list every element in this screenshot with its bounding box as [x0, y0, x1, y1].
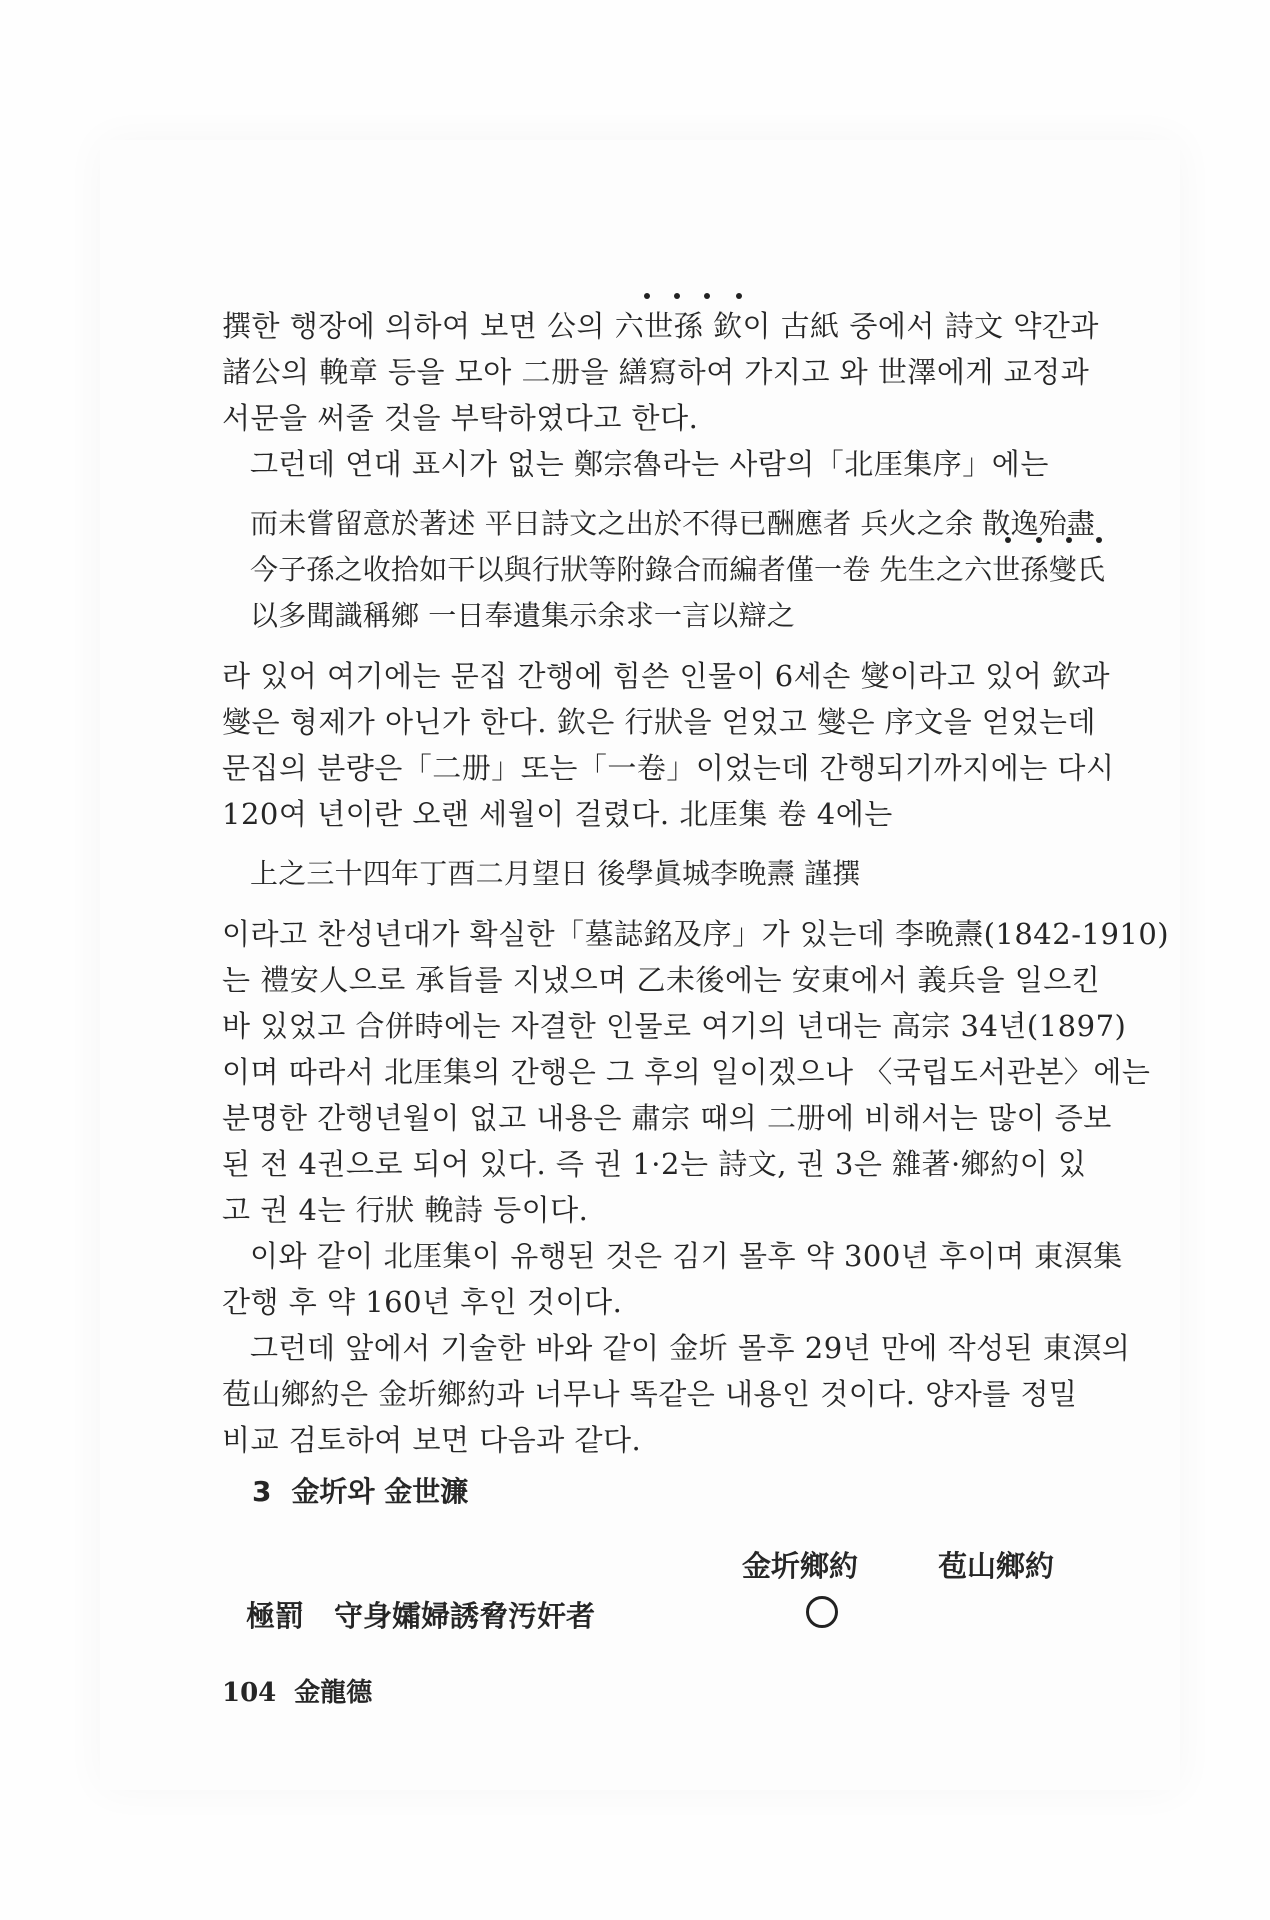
emphasis-dot: [736, 293, 742, 299]
page-footer: [222, 1672, 372, 1709]
table-column-header: 金圻鄉約: [742, 1549, 859, 1583]
circle-mark: [806, 1596, 838, 1628]
text-line: 그런데 앞에서 기술한 바와 같이 金圻 몰후 29년 만에 작성된 東溟의: [250, 1331, 1131, 1365]
emphasis-dot: [674, 293, 680, 299]
emphasis-dot: [644, 293, 650, 299]
section-number: 3: [252, 1475, 272, 1508]
row-category: 極罰: [246, 1599, 305, 1633]
text-line: 撰한 행장에 의하여 보면 公의 六世孫 欽이 古紙 중에서 詩文 약간과: [222, 309, 1099, 343]
running-author: 金龍德: [294, 1678, 373, 1708]
text-line: 이며 따라서 北厓集의 간행은 그 후의 일이겠으나 〈국립도서관본〉에는: [222, 1055, 1151, 1089]
text-line: 燮은 형제가 아닌가 한다. 欽은 行狀을 얻었고 燮은 序文을 얻었는데: [222, 705, 1096, 739]
page-number: 104: [222, 1678, 277, 1708]
text-line: 서문을 써줄 것을 부탁하였다고 한다.: [222, 401, 699, 435]
text-line: 諸公의 輓章 등을 모아 二册을 繕寫하여 가지고 와 世澤에게 교정과: [222, 355, 1090, 389]
text-line: 120여 년이란 오랜 세월이 걸렸다. 北厓集 卷 4에는: [222, 797, 893, 831]
section-title: 金圻와 金世濂: [291, 1475, 469, 1508]
text-line: 이와 같이 北厓集이 유행된 것은 김기 몰후 약 300년 후이며 東溟集: [250, 1239, 1123, 1273]
table-column-header: 苞山鄉約: [938, 1549, 1055, 1583]
text-line: 苞山鄉約은 金圻鄉約과 너무나 똑같은 내용인 것이다. 양자를 정밀: [222, 1377, 1078, 1411]
text-line: 는 禮安人으로 承旨를 지냈으며 乙未後에는 安東에서 義兵을 일으킨: [222, 963, 1101, 997]
text-line: 라 있어 여기에는 문집 간행에 힘쓴 인물이 6세손 燮이라고 있어 欽과: [222, 659, 1110, 693]
row-item: 守身孀婦誘脅汚奸者: [334, 1599, 596, 1633]
text-line: 된 전 4권으로 되어 있다. 즉 권 1·2는 詩文, 권 3은 雜著·鄉約이 있: [222, 1147, 1087, 1181]
text-line: 문집의 분량은「二册」또는「一卷」이었는데 간행되기까지에는 다시: [222, 751, 1115, 785]
text-line: 고 권 4는 行狀 輓詩 등이다.: [222, 1193, 589, 1227]
quote-line: 今子孫之收拾如干以與行狀等附錄合而編者僅一卷 先生之六世孫燮氏: [250, 553, 1106, 586]
quote-line: 上之三十四年丁酉二月望日 後學眞城李晩燾 謹撰: [250, 857, 861, 890]
text-line: 분명한 간행년월이 없고 내용은 肅宗 때의 二册에 비해서는 많이 증보: [222, 1101, 1112, 1135]
emphasis-dot: [704, 293, 710, 299]
table-row-label: [246, 1594, 595, 1635]
text-line: 바 있었고 合併時에는 자결한 인물로 여기의 년대는 高宗 34년(1897): [222, 1009, 1127, 1043]
quote-line: 而未嘗留意於著述 平日詩文之出於不得已酬應者 兵火之余 散逸殆盡: [250, 507, 1096, 540]
text-line: 그런데 연대 표시가 없는 鄭宗魯라는 사람의「北厓集序」에는: [250, 447, 1049, 481]
section-heading: [252, 1470, 468, 1510]
text-line: 비교 검토하여 보면 다음과 같다.: [222, 1423, 642, 1457]
text-line: 간행 후 약 160년 후인 것이다.: [222, 1285, 623, 1319]
text-line: 이라고 찬성년대가 확실한「墓誌銘及序」가 있는데 李晩燾(1842-1910): [222, 917, 1170, 951]
quote-line: 以多聞識稱鄉 一日奉遺集示余求一言以辯之: [250, 599, 795, 632]
